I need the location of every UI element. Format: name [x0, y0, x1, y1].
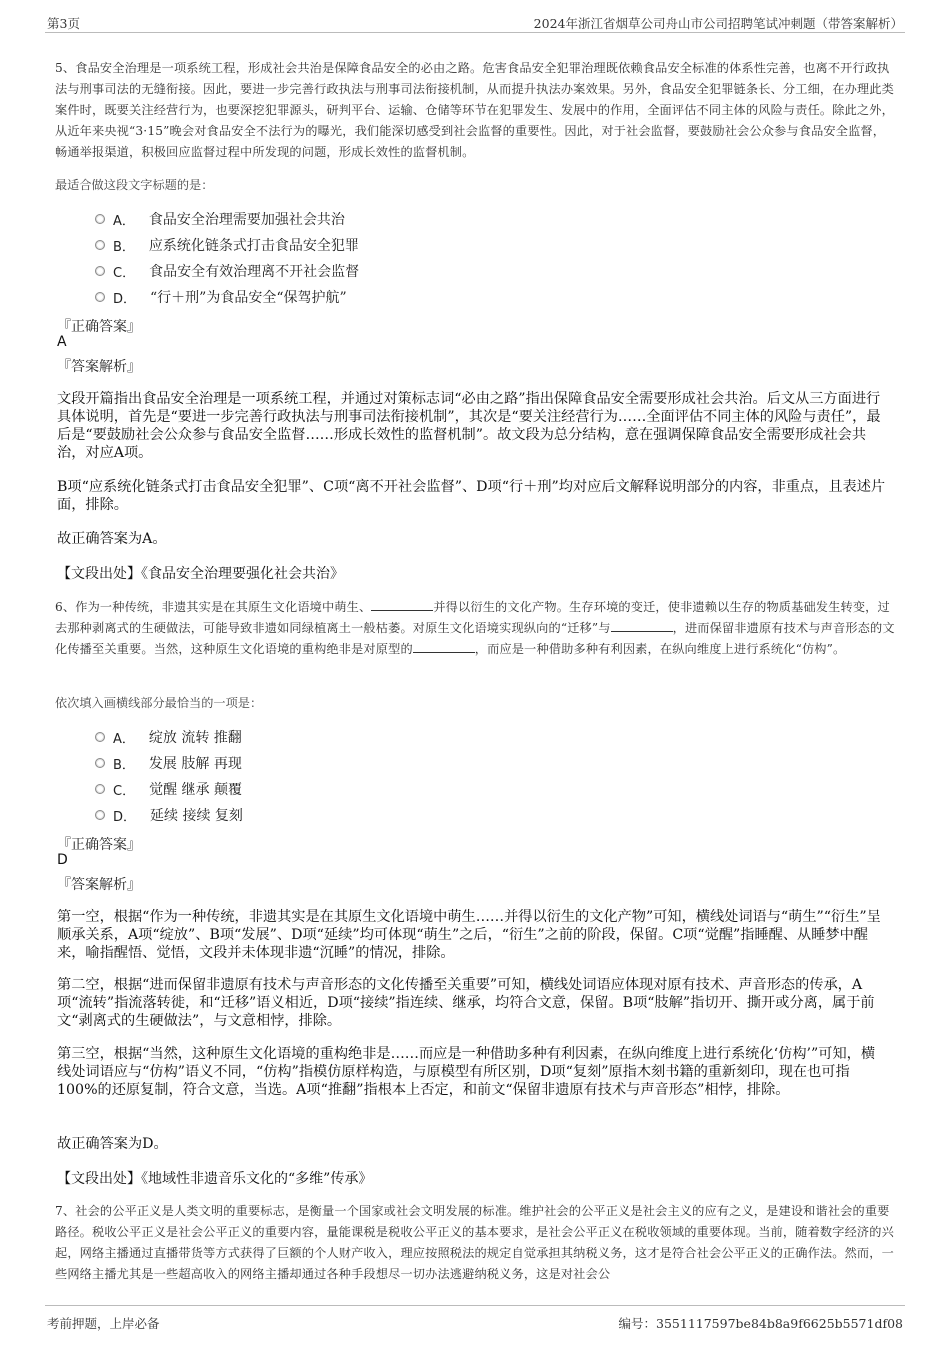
- option-a[interactable]: [95, 724, 595, 750]
- question-text-part: 6、作为一种传统，非遗其实是在其原生文化语境中萌生、: [55, 600, 372, 614]
- option-letter: C．: [113, 265, 136, 281]
- source-citation: 【文段出处】《食品安全治理要强化社会共治》: [57, 566, 344, 582]
- analysis-paragraph: 文段开篇指出食品安全治理是一项系统工程，并通过对策标志词“必由之路”指出保障食品安全需要形成社会共治。后文从三方面进行具体说明，首先是“要进一步完善行政执法与刑事司法衔接机制”，其次是“要关注经营行为……全面评估不同主体的风险与责任”，最后是“要鼓励社会公众参与食品安全监督……形成长效性的监督机制”。故文段为总分结构，意在强调保障食品安全需要形成社会共治，对应A项。: [57, 391, 881, 461]
- option-letter: D．: [113, 291, 137, 307]
- document-id: 编号：3551117597be84b8a9f6625b5571df08: [618, 1316, 903, 1331]
- analysis-paragraph: 故正确答案为D。: [57, 1136, 168, 1152]
- question-6-prompt: 依次填入画横线部分最恰当的一项是：: [55, 696, 263, 710]
- option-letter: A．: [113, 731, 135, 747]
- answer-label: 『正确答案』: [57, 837, 141, 853]
- option-b[interactable]: [95, 750, 595, 776]
- radio-icon[interactable]: [95, 240, 105, 250]
- analysis-paragraph: 故正确答案为A。: [57, 531, 167, 547]
- question-text-part: ，而应是一种借助多种有利因素，在纵向维度上进行系统化“仿构”。: [474, 642, 846, 656]
- page-header: [45, 10, 905, 33]
- option-text: “行＋刑”为食品安全“保驾护航”: [150, 290, 347, 306]
- option-text: 食品安全有效治理离不开社会监督: [149, 264, 360, 280]
- radio-icon[interactable]: [95, 214, 105, 224]
- option-text: 绽放 流转 推翻: [148, 730, 242, 746]
- option-text: 延续 接续 复刻: [150, 808, 243, 824]
- analysis-paragraph: B项“应系统化链条式打击食品安全犯罪”、C项“离不开社会监督”、D项“行＋刑”均对应后文解释说明部分的内容，非重点，且表述片面，排除。: [57, 479, 886, 513]
- analysis-label: 『答案解析』: [57, 877, 141, 893]
- question-5-text: 5、食品安全治理是一项系统工程，形成社会共治是保障食品安全的必由之路。危害食品安全犯罪治理既依赖食品安全标准的体系性完善，也离不开行政执法与刑事司法的无缝衔接。因此，要进一步完善行政执法与刑事司法衔接机制，从而提升执法办案效果。另外，食品安全犯罪链条长、分工细，在办理此类案件时，既要关注经营行为，也要深挖犯罪源头，研判平台、运输、仓储等环节在犯罪发生、发展中的作用，全面评估不同主体的风险与责任。除此之外，从近年来央视“3·15”晚会对食品安全不法行为的曝光，我们能深切感受到社会监督的重要性。因此，对于社会监督，要鼓励社会公众参与食品安全监督，畅通举报渠道，积极回应监督过程中所发现的问题，形成长效性的监督机制。: [55, 61, 894, 159]
- analysis-paragraph: 第二空，根据“进而保留非遗原有技术与声音形态的文化传播至关重要”可知，横线处词语应体现对原有技术、声音形态的传承，A项“流转”指流落转徙，和“迁移”语义相近，D项“接续”指连续、继承，均符合文意，保留。B项“肢解”指切开、撕开或分离，属于前文“剥离式的生硬做法”，与文意相悖，排除。: [57, 977, 875, 1029]
- radio-icon[interactable]: [95, 732, 105, 742]
- question-6-options: [95, 724, 595, 828]
- radio-icon[interactable]: [95, 758, 105, 768]
- question-text-part: 并得以衍生的文化产物。生存环境的变迁，使非遗赖以生存的物质基础发生转变，过去那种剥离式的生硬做法，可能导致非遗如同绿植离土一般枯萎。对原生文化语境实现纵向的“迁移”与: [55, 600, 890, 635]
- option-text: 觉醒 继承 颠覆: [149, 782, 242, 798]
- option-d[interactable]: [95, 802, 595, 828]
- option-letter: A．: [113, 213, 135, 229]
- radio-icon[interactable]: [95, 292, 105, 302]
- footer-slogan: 考前押题，上岸必备: [47, 1316, 160, 1331]
- option-letter: C．: [113, 783, 136, 799]
- answer-label: 『正确答案』: [57, 319, 141, 335]
- correct-answer: A: [57, 334, 67, 350]
- page-number: 第3页: [47, 16, 80, 31]
- analysis-paragraph: 第三空，根据“当然，这种原生文化语境的重构绝非是……而应是一种借助多种有利因素，在纵向维度上进行系统化‘仿构’”可知，横线处词语应与“仿构”语义不同，“仿构”指模仿原样构造，与原模型有所区别，D项“复刻”原指木刻书籍的重新刻印，现在也可指100%的还原复制，符合文意，当选。A项“推翻”指根本上否定，和前文“保留非遗原有技术与声音形态”相悖，排除。: [57, 1046, 876, 1098]
- fill-blank: [413, 640, 475, 653]
- radio-icon[interactable]: [95, 810, 105, 820]
- source-citation: 【文段出处】《地域性非遗音乐文化的“多维”传承》: [57, 1171, 373, 1187]
- radio-icon[interactable]: [95, 784, 105, 794]
- option-b[interactable]: [95, 232, 595, 258]
- option-c[interactable]: [95, 776, 595, 802]
- document-title: 2024年浙江省烟草公司舟山市公司招聘笔试冲刺题（带答案解析）: [533, 16, 903, 31]
- option-c[interactable]: [95, 258, 595, 284]
- option-text: 发展 肢解 再现: [148, 756, 242, 772]
- analysis-paragraph: 第一空，根据“作为一种传统，非遗其实是在其原生文化语境中萌生……并得以衍生的文化产物”可知，横线处词语与“萌生”“衍生”呈顺承关系，A项“绽放”、B项“发展”、D项“延续”均可体现“萌生”之后，“衍生”之前的阶段，保留。C项“觉醒”指睡醒、从睡梦中醒来，喻指醒悟、觉悟，文段并未体现非遗“沉睡”的情况，排除。: [57, 909, 881, 961]
- question-5-options: [95, 206, 595, 310]
- fill-blank: [371, 598, 433, 611]
- correct-answer: D: [57, 852, 68, 868]
- page-footer: [45, 1305, 905, 1336]
- option-letter: D．: [113, 809, 137, 825]
- option-a[interactable]: [95, 206, 595, 232]
- question-5-prompt: 最适合做这段文字标题的是：: [55, 178, 214, 192]
- option-text: 食品安全治理需要加强社会共治: [148, 212, 345, 228]
- question-7-text: 7、社会的公平正义是人类文明的重要标志，是衡量一个国家或社会文明发展的标准。维护社会的公平正义是社会主义的应有之义，是建设和谐社会的重要路径。税收公平正义是社会公平正义的重要内容，量能课税是税收公平正义的基本要求，是社会公平正义在税收领域的重要体现。当前，随着数字经济的兴起，网络主播通过直播带货等方式获得了巨额的个人财产收入，理应按照税法的规定自觉承担其纳税义务，这才是符合社会公平正义的正确作法。然而，一些网络主播尤其是一些超高收入的网络主播却通过各种手段想尽一切办法逃避纳税义务，这是对社会公: [55, 1204, 894, 1281]
- option-letter: B．: [113, 239, 135, 255]
- option-d[interactable]: [95, 284, 595, 310]
- option-text: 应系统化链条式打击食品安全犯罪: [148, 238, 359, 254]
- option-letter: B．: [113, 757, 135, 773]
- analysis-label: 『答案解析』: [57, 359, 141, 375]
- radio-icon[interactable]: [95, 266, 105, 276]
- fill-blank: [611, 619, 673, 632]
- question-text-part: ，进而保留非遗原有技术与声音形态的文化传播至关重要。当然，这种原生文化语境的重构绝非是对原型的: [55, 621, 895, 656]
- question-6-text: [55, 597, 897, 660]
